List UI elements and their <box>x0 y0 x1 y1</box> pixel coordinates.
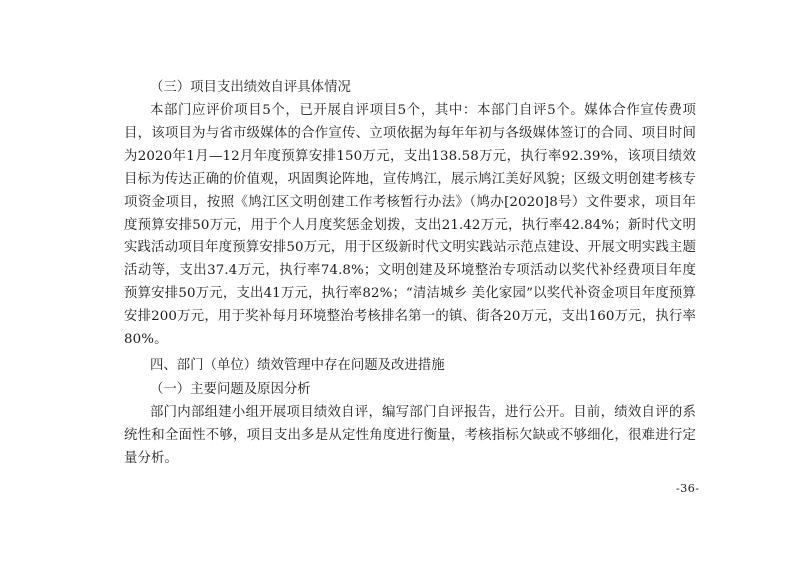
problems-section-heading: 四、部门（单位）绩效管理中存在问题及改进措施 <box>150 357 445 373</box>
problems-analysis-paragraph: 部门内部组建小组开展项目绩效自评，编写部门自评报告，进行公开。目前，绩效自评的系统性和全面性不够，项目支出多是从定性角度进行衡量，考核指标欠缺或不够细化，很难进行定量分析。 <box>124 404 696 466</box>
section-heading: （三）项目支出绩效自评具体情况 <box>150 80 351 95</box>
document-body <box>124 78 696 471</box>
project-expenditure-paragraph: 本部门应评价项目5个，已开展自评项目5个，其中：本部门自评5个。媒体合作宣传费项目，该项目为与省市级媒体的合作宣传、立项依据为每年年初与各级媒体签订的合同、项目时间为2020年1月—12月年度预算安排150万元，支出138.58万元，执行率92.39%，该项目绩效目标为传达正确的价值观，巩固舆论阵地，宣传鸠江，展示鸠江美好风貌；区级文明创建考核专项资金项目，按照《鸠江区文明创建工作考核暂行办法》（鸠办[2020]8号）文件要求，项目年度预算安排50万元，用于个人月度奖惩金划拨，支出21.42万元，执行率42.84%；新时代文明实践活动项目年度预算安排50万元，用于区级新时代文明实践站示范点建设、开展文明实践主题活动等，支出37.4万元，执行率74.8%；文明创建及环境整治专项活动以奖代补经费项目年度预算安排50万元，支出41万元，执行率82%；“清洁城乡 美化家园”以奖代补资金项目年度预算安排200万元，用于奖补每月环境整治考核排名第一的镇、街各20万元，支出160万元，执行率80%。 <box>124 103 696 348</box>
page-number: -36- <box>676 482 700 495</box>
main-problems-subheading: （一）主要问题及原因分析 <box>150 381 311 397</box>
